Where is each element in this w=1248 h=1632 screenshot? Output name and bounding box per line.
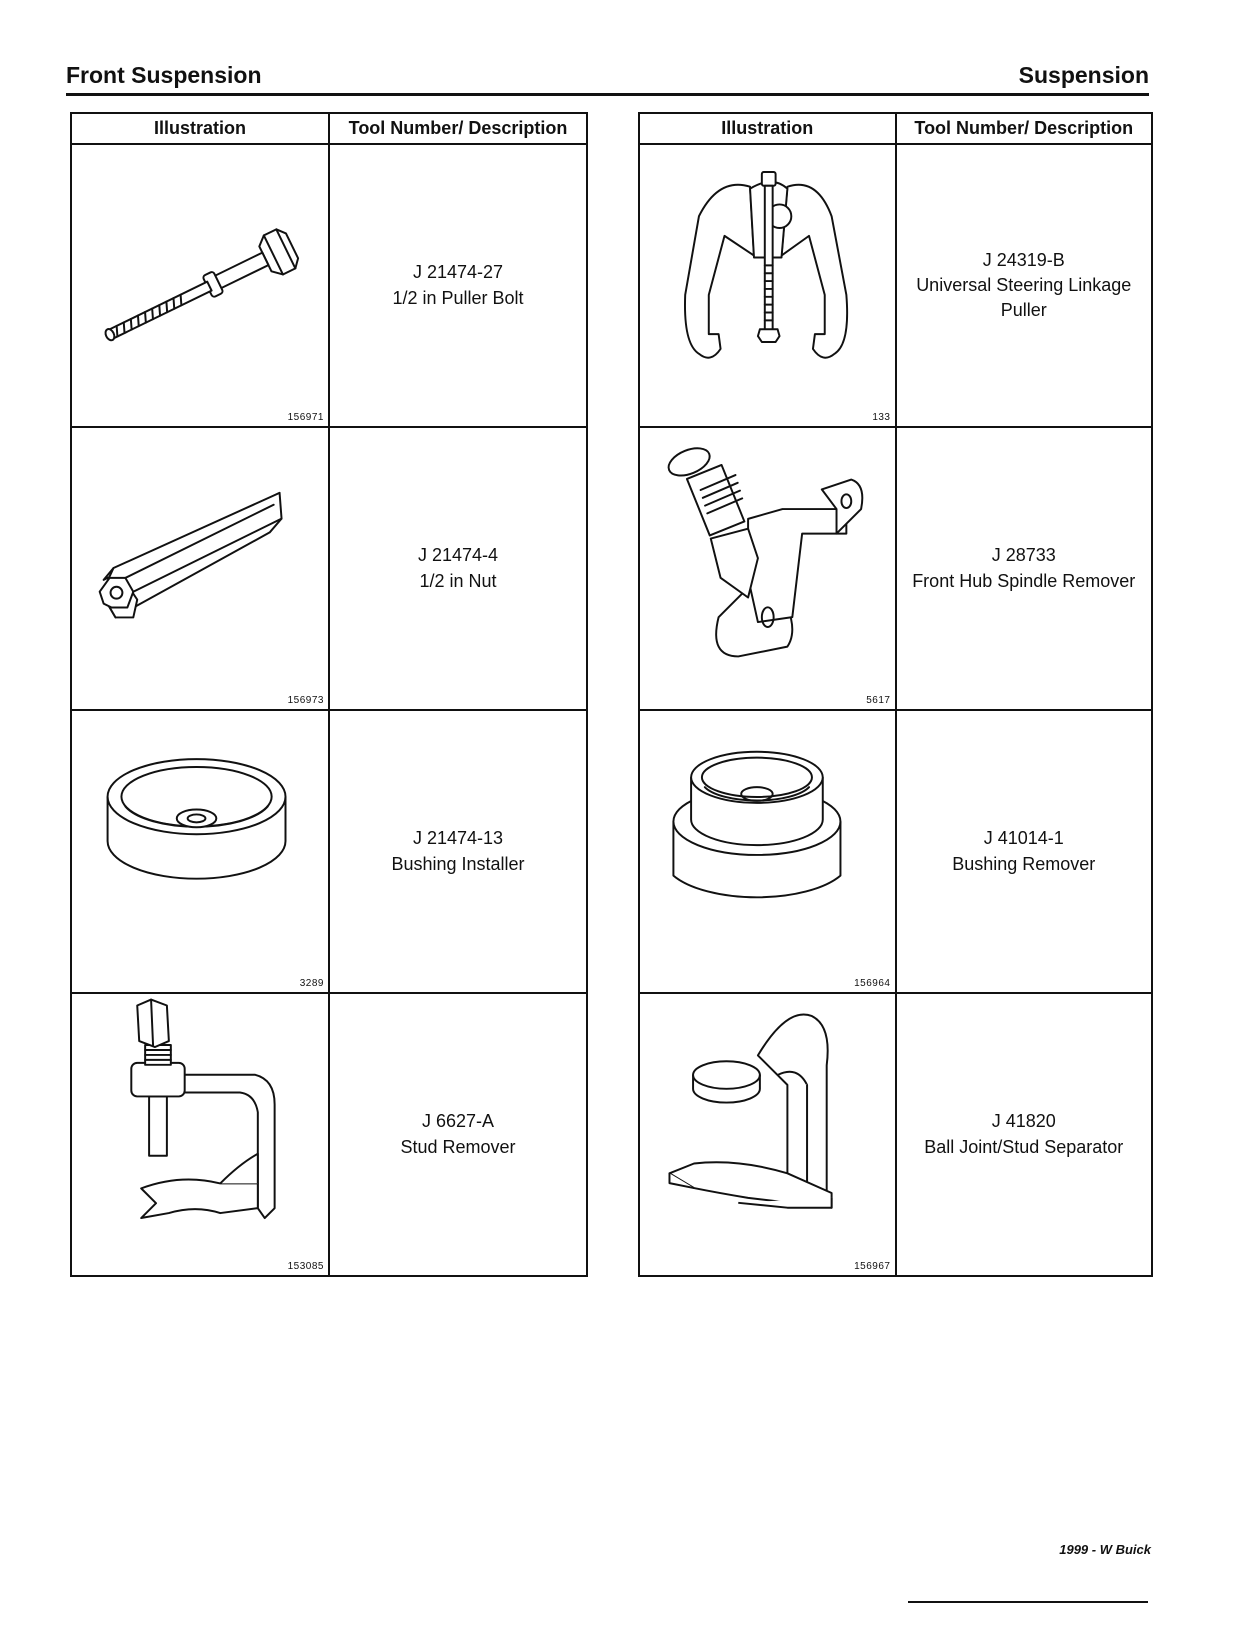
description-cell bbox=[329, 427, 587, 710]
description-cell bbox=[896, 710, 1153, 993]
description-cell bbox=[896, 427, 1153, 710]
tool-number: J 21474-4 bbox=[417, 545, 499, 566]
tool-number: J 21474-27 bbox=[412, 262, 504, 283]
illustration-cell bbox=[71, 427, 329, 710]
description-header: Tool Number/ Description bbox=[896, 113, 1153, 144]
figure-number: 3289 bbox=[299, 978, 324, 989]
hex-nut-icon bbox=[72, 428, 328, 709]
spindle-remover-icon bbox=[640, 428, 895, 709]
table-row bbox=[71, 993, 587, 1276]
illustration-cell bbox=[639, 993, 896, 1276]
table-row bbox=[639, 993, 1152, 1276]
description-cell bbox=[896, 144, 1153, 427]
table-row bbox=[71, 427, 587, 710]
illustration-cell bbox=[71, 993, 329, 1276]
tool-number: J 24319-B bbox=[982, 249, 1065, 270]
illustration-cell bbox=[71, 710, 329, 993]
tool-description: Front Hub Spindle Remover bbox=[912, 570, 1136, 591]
table-row bbox=[639, 144, 1152, 427]
puller-bolt-icon bbox=[72, 145, 328, 426]
table-row bbox=[639, 427, 1152, 710]
footer-text: 1999 - W Buick bbox=[1059, 1542, 1151, 1557]
stud-remover-icon bbox=[72, 994, 328, 1275]
left-tools-table bbox=[70, 112, 588, 1277]
tool-number: J 41820 bbox=[991, 1111, 1056, 1132]
bushing-installer-icon bbox=[72, 711, 328, 992]
illustration-cell bbox=[71, 144, 329, 427]
right-tools-table bbox=[638, 112, 1153, 1277]
tool-description: Ball Joint/Stud Separator bbox=[924, 1136, 1124, 1157]
chapter-title: Suspension bbox=[1018, 62, 1149, 88]
tool-description: Stud Remover bbox=[400, 1136, 516, 1157]
figure-number: 153085 bbox=[287, 1261, 324, 1272]
table-row bbox=[71, 144, 587, 427]
tool-number: J 6627-A bbox=[421, 1111, 495, 1132]
figure-number: 156964 bbox=[854, 978, 891, 989]
figure-number: 5617 bbox=[866, 695, 891, 706]
illustration-cell bbox=[639, 710, 896, 993]
section-title: Front Suspension bbox=[66, 62, 262, 88]
header-rule bbox=[66, 93, 1149, 96]
linkage-puller-icon bbox=[640, 145, 895, 426]
illustration-cell bbox=[639, 427, 896, 710]
description-cell bbox=[329, 993, 587, 1276]
tool-number: J 41014-1 bbox=[983, 828, 1064, 849]
tool-description: 1/2 in Nut bbox=[419, 570, 497, 591]
footer-rule bbox=[908, 1601, 1148, 1603]
table-row bbox=[71, 710, 587, 993]
description-header: Tool Number/ Description bbox=[329, 113, 587, 144]
stud-separator-icon bbox=[640, 994, 895, 1275]
description-cell bbox=[896, 993, 1153, 1276]
figure-number: 156973 bbox=[287, 695, 324, 706]
bushing-remover-icon bbox=[640, 711, 895, 992]
description-cell bbox=[329, 144, 587, 427]
tool-description: Bushing Remover bbox=[952, 853, 1096, 874]
tool-number: J 28733 bbox=[991, 545, 1056, 566]
tool-description: Bushing Installer bbox=[391, 853, 525, 874]
tool-description: Universal Steering Linkage Puller bbox=[916, 274, 1132, 321]
description-cell bbox=[329, 710, 587, 993]
figure-number: 156967 bbox=[854, 1261, 891, 1272]
figure-number: 133 bbox=[872, 412, 891, 423]
tool-number: J 21474-13 bbox=[412, 828, 504, 849]
figure-number: 156971 bbox=[287, 412, 324, 423]
illustration-header: Illustration bbox=[71, 113, 329, 144]
table-row bbox=[639, 710, 1152, 993]
illustration-header: Illustration bbox=[639, 113, 896, 144]
illustration-cell bbox=[639, 144, 896, 427]
tool-description: 1/2 in Puller Bolt bbox=[392, 287, 524, 308]
